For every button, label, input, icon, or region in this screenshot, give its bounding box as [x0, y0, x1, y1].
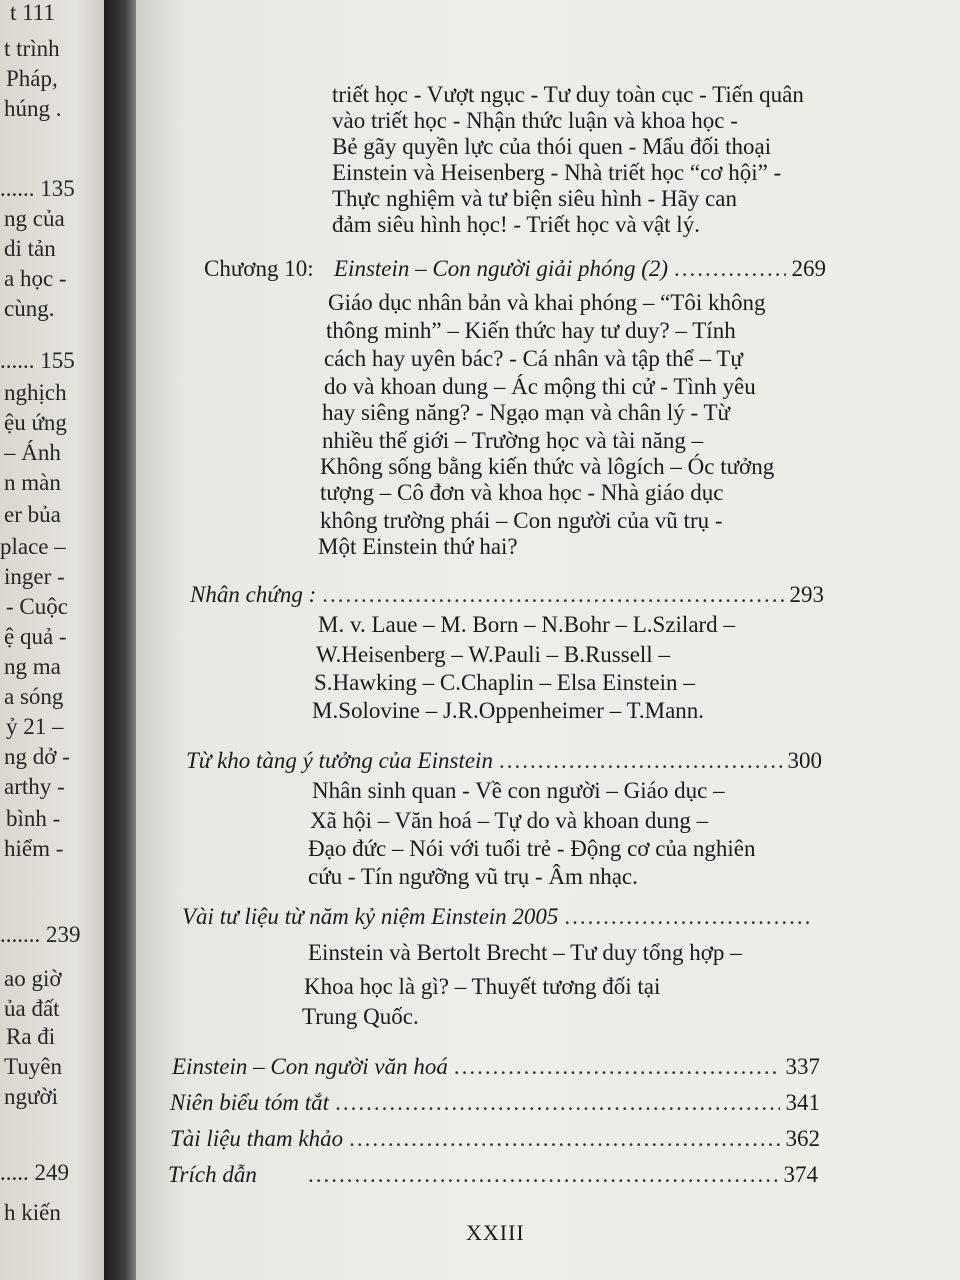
- back-matter-page: 362: [785, 1126, 820, 1151]
- left-fragment: inger -: [4, 564, 65, 589]
- chapter10-topics-line: do và khoan dung – Ác mộng thi cử - Tình yêu: [324, 374, 756, 399]
- witnesses-entry[interactable]: [190, 582, 824, 608]
- left-fragment: bình -: [6, 806, 61, 831]
- back-matter-entry[interactable]: [170, 1126, 820, 1152]
- witnesses-line: W.Heisenberg – W.Pauli – B.Russell –: [316, 642, 670, 667]
- back-matter-title: Niên biểu tóm tắt: [170, 1090, 330, 1115]
- left-fragment: place –: [0, 534, 66, 559]
- left-fragment: ng ma: [4, 654, 61, 679]
- ideas-page: 300: [787, 748, 822, 773]
- chapter9-topics-line: Einstein và Heisenberg - Nhà triết học “cơ hội” -: [332, 160, 782, 185]
- left-fragment: h kiến: [4, 1200, 61, 1225]
- leader-dots: [335, 1090, 779, 1116]
- left-fragment: ....... 239: [0, 922, 81, 947]
- back-matter-title: Trích dẫn: [168, 1162, 257, 1187]
- leader-dots: [308, 1162, 778, 1188]
- chapter9-topics-line: triết học - Vượt ngục - Tư duy toàn cục - Tiến quân: [332, 82, 804, 107]
- ideas-line: Đạo đức – Nói với tuổi trẻ - Động cơ của nghiên: [308, 836, 756, 861]
- left-fragment: – Ánh: [4, 440, 61, 465]
- chapter9-topics-line: Bẻ gãy quyền lực của thói quen - Mẩu đối thoại: [332, 134, 772, 159]
- chapter10-label: Chương 10:: [204, 256, 314, 281]
- witnesses-line: M.Solovine – J.R.Oppenheimer – T.Mann.: [312, 698, 705, 723]
- left-fragment: Ra đi: [6, 1024, 56, 1049]
- chapter9-topics-line: đảm siêu hình học! - Triết học và vật lý.: [332, 212, 700, 237]
- left-fragment: ao giờ: [4, 966, 62, 991]
- chapter10-topics-line: Giáo dục nhân bản và khai phóng – “Tôi không: [328, 290, 766, 315]
- left-fragment: arthy -: [4, 774, 65, 799]
- documents2005-title: Vài tư liệu từ năm kỷ niệm Einstein 2005: [182, 904, 559, 929]
- right-toc-page: [136, 0, 960, 1280]
- back-matter-entry[interactable]: [172, 1054, 820, 1080]
- chapter10-topics-line: Một Einstein thứ hai?: [318, 534, 518, 559]
- back-matter-page: 341: [785, 1090, 820, 1115]
- left-fragment: ệu ứng: [4, 410, 67, 435]
- left-fragment: n màn: [4, 470, 61, 495]
- left-fragment: ng dở -: [4, 744, 70, 769]
- left-fragment: er bủa: [4, 502, 61, 527]
- witnesses-line: M. v. Laue – M. Born – N.Bohr – L.Szilard –: [318, 612, 735, 637]
- witnesses-line: S.Hawking – C.Chaplin – Elsa Einstein –: [314, 670, 695, 695]
- left-fragment: ..... 249: [0, 1160, 69, 1185]
- ideas-line: cứu - Tín ngưỡng vũ trụ - Âm nhạc.: [308, 864, 638, 889]
- witnesses-page: 293: [789, 582, 824, 607]
- chapter10-topics-line: cách hay uyên bác? - Cá nhân và tập thể – Tự: [324, 346, 743, 371]
- book-gutter: [104, 0, 138, 1280]
- left-fragment: a sóng: [4, 684, 64, 709]
- chapter10-topics-line: không trường phái – Con người của vũ trụ -: [320, 508, 723, 533]
- leader-dots: [564, 904, 810, 930]
- left-fragment: t 111: [10, 0, 55, 25]
- chapter10-topics-line: nhiều thế giới – Trường học và tài năng –: [322, 428, 704, 453]
- witnesses-title: Nhân chứng :: [190, 582, 317, 607]
- leader-dots: [322, 582, 783, 608]
- back-matter-title: Einstein – Con người văn hoá: [172, 1054, 448, 1079]
- left-fragment: ng của: [4, 206, 65, 231]
- chapter10-page: 269: [791, 256, 826, 281]
- ideas-title: Từ kho tàng ý tưởng của Einstein: [186, 748, 493, 773]
- leader-dots: [349, 1126, 779, 1152]
- documents2005-line: Khoa học là gì? – Thuyết tương đối tại: [304, 974, 661, 999]
- back-matter-entry[interactable]: [170, 1090, 820, 1116]
- documents2005-line: Einstein và Bertolt Brecht – Tư duy tổng hợp –: [308, 940, 742, 965]
- documents2005-line: Trung Quốc.: [302, 1004, 419, 1029]
- chapter10-topics-line: Không sống bằng kiến thức và lôgích – Óc tưởng: [320, 454, 775, 479]
- chapter10-topics-line: thông minh” – Kiến thức hay tư duy? – Tính: [326, 318, 736, 343]
- left-fragment: nghịch: [4, 380, 67, 405]
- left-fragment: ỷ 21 –: [6, 714, 64, 739]
- left-fragment: t trình: [4, 36, 60, 61]
- chapter10-topics-line: hay siêng năng? - Ngạo mạn và chân lý - Từ: [322, 400, 731, 425]
- leader-dots: [499, 748, 782, 774]
- documents2005-entry[interactable]: [182, 904, 816, 930]
- leader-dots: [674, 256, 785, 282]
- left-fragment: - Cuộc: [6, 594, 68, 619]
- left-fragment: ủa đất: [4, 996, 60, 1021]
- chapter10-title: Einstein – Con người giải phóng (2): [334, 256, 669, 281]
- chapter9-topics-line: vào triết học - Nhận thức luận và khoa học -: [332, 108, 738, 133]
- left-fragment: ệ quả -: [4, 624, 67, 649]
- left-fragment: di tản: [4, 236, 56, 261]
- chapter10-entry[interactable]: [334, 256, 826, 282]
- left-fragment: Tuyên: [4, 1054, 62, 1079]
- left-fragment: người: [4, 1084, 59, 1109]
- ideas-line: Xã hội – Văn hoá – Tự do và khoan dung –: [310, 808, 709, 833]
- back-matter-title: Tài liệu tham khảo: [170, 1126, 344, 1151]
- ideas-entry[interactable]: [186, 748, 822, 774]
- left-fragment: Pháp,: [6, 66, 58, 91]
- leader-dots: [454, 1054, 780, 1080]
- left-fragment: hiểm -: [4, 836, 64, 861]
- chapter9-topics-line: Thực nghiệm và tư biện siêu hình - Hãy can: [332, 186, 737, 211]
- back-matter-page: 374: [783, 1162, 818, 1187]
- left-fragment: ...... 155: [0, 348, 75, 373]
- left-fragment: ...... 135: [0, 176, 75, 201]
- page-folio: XXIII: [466, 1220, 525, 1245]
- left-fragment: húng .: [4, 96, 62, 121]
- ideas-line: Nhân sinh quan - Về con người – Giáo dục –: [312, 778, 725, 803]
- left-fragment: a học -: [4, 266, 67, 291]
- back-matter-entry[interactable]: [168, 1162, 818, 1188]
- chapter10-topics-line: tượng – Cô đơn và khoa học - Nhà giáo dục: [320, 480, 724, 505]
- back-matter-page: 337: [785, 1054, 820, 1079]
- left-facing-page: [0, 0, 108, 1280]
- left-fragment: cùng.: [4, 296, 55, 321]
